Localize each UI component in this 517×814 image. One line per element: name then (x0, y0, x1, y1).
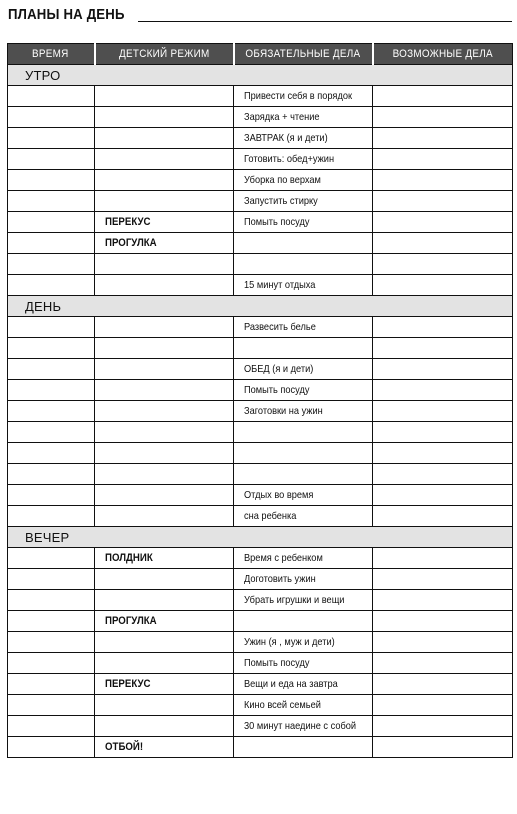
time-cell[interactable] (8, 233, 95, 254)
required-task-cell[interactable] (234, 86, 373, 107)
kid-schedule-cell[interactable] (95, 128, 234, 149)
required-task-value: Готовить: обед+ужин (244, 153, 335, 165)
required-task-cell[interactable] (234, 653, 373, 674)
required-task-cell[interactable] (234, 359, 373, 380)
time-cell[interactable] (8, 401, 95, 422)
table-row (8, 275, 513, 296)
kid-schedule-cell[interactable] (95, 716, 234, 737)
optional-task-cell[interactable] (373, 716, 513, 737)
table-row (8, 422, 513, 443)
optional-task-cell[interactable] (373, 254, 513, 275)
required-task-cell[interactable] (234, 107, 373, 128)
kid-schedule-cell[interactable] (95, 86, 234, 107)
kid-schedule-cell[interactable] (95, 485, 234, 506)
optional-task-cell[interactable] (373, 632, 513, 653)
required-task-value: Помыть посуду (244, 216, 310, 228)
kid-schedule-cell[interactable] (95, 422, 234, 443)
kid-schedule-cell[interactable] (95, 611, 234, 632)
kid-schedule-cell[interactable] (95, 464, 234, 485)
required-task-cell[interactable] (234, 506, 373, 527)
page-header (6, 2, 512, 26)
section-title: ДЕНЬ (8, 296, 513, 317)
table-row (8, 338, 513, 359)
required-task-cell[interactable] (234, 212, 373, 233)
required-task-cell[interactable] (234, 170, 373, 191)
table-row (8, 590, 513, 611)
day-plan-table (7, 43, 513, 758)
header-row (8, 44, 513, 65)
optional-task-cell[interactable] (373, 548, 513, 569)
kid-schedule-cell[interactable] (95, 632, 234, 653)
table-row (8, 443, 513, 464)
table-row (8, 716, 513, 737)
optional-task-cell[interactable] (373, 443, 513, 464)
header-required-tasks-label: ОБЯЗАТЕЛЬНЫЕ ДЕЛА (245, 48, 361, 60)
kid-schedule-cell[interactable] (95, 338, 234, 359)
required-task-cell[interactable] (234, 464, 373, 485)
kid-schedule-cell[interactable] (95, 653, 234, 674)
required-task-cell[interactable] (234, 401, 373, 422)
optional-task-cell[interactable] (373, 737, 513, 758)
time-cell[interactable] (8, 212, 95, 233)
table-row (8, 485, 513, 506)
table-row (8, 86, 513, 107)
table-row (8, 233, 513, 254)
page-title: ПЛАНЫ НА ДЕНЬ (8, 6, 125, 23)
time-cell[interactable] (8, 737, 95, 758)
required-task-cell[interactable] (234, 233, 373, 254)
required-task-cell[interactable] (234, 443, 373, 464)
optional-task-cell[interactable] (373, 506, 513, 527)
time-cell[interactable] (8, 275, 95, 296)
required-task-cell[interactable] (234, 695, 373, 716)
required-task-cell[interactable] (234, 737, 373, 758)
section-title: ВЕЧЕР (8, 527, 513, 548)
kid-schedule-cell[interactable] (95, 401, 234, 422)
required-task-value: Убрать игрушки и вещи (244, 594, 345, 606)
time-cell[interactable] (8, 695, 95, 716)
header-optional-tasks-label: ВОЗМОЖНЫЕ ДЕЛА (392, 48, 493, 60)
kid-schedule-cell[interactable] (95, 233, 234, 254)
required-task-value: Помыть посуду (244, 657, 310, 669)
optional-task-cell[interactable] (373, 695, 513, 716)
kid-schedule-value: ПЕРЕКУС (105, 216, 151, 228)
optional-task-cell[interactable] (373, 233, 513, 254)
table-row (8, 359, 513, 380)
optional-task-cell[interactable] (373, 338, 513, 359)
required-task-value: Запустить стирку (244, 195, 318, 207)
time-cell[interactable] (8, 338, 95, 359)
optional-task-cell[interactable] (373, 485, 513, 506)
required-task-value: Кино всей семьей (244, 699, 321, 711)
required-task-value: Заготовки на ужин (244, 405, 323, 417)
table-row (8, 548, 513, 569)
table-row (8, 380, 513, 401)
table-row (8, 191, 513, 212)
time-cell[interactable] (8, 317, 95, 338)
time-cell[interactable] (8, 443, 95, 464)
required-task-cell[interactable] (234, 569, 373, 590)
table-row (8, 632, 513, 653)
time-cell[interactable] (8, 86, 95, 107)
time-cell[interactable] (8, 422, 95, 443)
required-task-value: Доготовить ужин (244, 573, 316, 585)
required-task-value: 30 минут наедине с собой (244, 720, 357, 732)
optional-task-cell[interactable] (373, 590, 513, 611)
required-task-value: Время с ребенком (244, 552, 323, 564)
table-row (8, 506, 513, 527)
table-row (8, 107, 513, 128)
required-task-cell[interactable] (234, 611, 373, 632)
kid-schedule-cell[interactable] (95, 107, 234, 128)
required-task-value: Развесить белье (244, 321, 316, 333)
optional-task-cell[interactable] (373, 464, 513, 485)
time-cell[interactable] (8, 632, 95, 653)
required-task-value: Зарядка + чтение (244, 111, 320, 123)
required-task-cell[interactable] (234, 149, 373, 170)
time-cell[interactable] (8, 590, 95, 611)
table-row (8, 737, 513, 758)
kid-schedule-value: ПОЛДНИК (105, 552, 153, 564)
optional-task-cell[interactable] (373, 611, 513, 632)
required-task-cell[interactable] (234, 254, 373, 275)
kid-schedule-value: ПРОГУЛКА (105, 615, 157, 627)
optional-task-cell[interactable] (373, 422, 513, 443)
required-task-cell[interactable] (234, 485, 373, 506)
required-task-value: Отдых во время (244, 489, 314, 501)
table-row (8, 464, 513, 485)
kid-schedule-cell[interactable] (95, 443, 234, 464)
required-task-cell[interactable] (234, 317, 373, 338)
title-underline (138, 21, 512, 22)
required-task-value: Уборка по верхам (244, 174, 321, 186)
time-cell[interactable] (8, 548, 95, 569)
kid-schedule-cell[interactable] (95, 359, 234, 380)
optional-task-cell[interactable] (373, 86, 513, 107)
optional-task-cell[interactable] (373, 170, 513, 191)
optional-task-cell[interactable] (373, 275, 513, 296)
kid-schedule-cell[interactable] (95, 674, 234, 695)
kid-schedule-cell[interactable] (95, 317, 234, 338)
required-task-value: 15 минут отдыха (244, 279, 316, 291)
time-cell[interactable] (8, 128, 95, 149)
time-cell[interactable] (8, 674, 95, 695)
kid-schedule-cell[interactable] (95, 590, 234, 611)
kid-schedule-cell[interactable] (95, 506, 234, 527)
optional-task-cell[interactable] (373, 380, 513, 401)
time-cell[interactable] (8, 464, 95, 485)
table-body (8, 65, 513, 758)
kid-schedule-cell[interactable] (95, 737, 234, 758)
required-task-value: сна ребенка (244, 510, 297, 522)
table-row (8, 149, 513, 170)
required-task-cell[interactable] (234, 632, 373, 653)
table-row (8, 317, 513, 338)
required-task-cell[interactable] (234, 422, 373, 443)
table-row (8, 170, 513, 191)
time-cell[interactable] (8, 380, 95, 401)
required-task-value: Вещи и еда на завтра (244, 678, 338, 690)
optional-task-cell[interactable] (373, 191, 513, 212)
required-task-value: ОБЕД (я и дети) (244, 363, 314, 375)
required-task-cell[interactable] (234, 548, 373, 569)
kid-schedule-value: ПЕРЕКУС (105, 678, 151, 690)
section-row (8, 527, 513, 548)
kid-schedule-cell[interactable] (95, 380, 234, 401)
time-cell[interactable] (8, 716, 95, 737)
section-row (8, 65, 513, 86)
table-row (8, 254, 513, 275)
optional-task-cell[interactable] (373, 674, 513, 695)
required-task-value: Помыть посуду (244, 384, 310, 396)
required-task-cell[interactable] (234, 716, 373, 737)
required-task-value: ЗАВТРАК (я и дети) (244, 132, 328, 144)
header-required-tasks (234, 44, 373, 65)
header-time-label: ВРЕМЯ (32, 48, 70, 60)
time-cell[interactable] (8, 191, 95, 212)
header-kid-schedule-label: ДЕТСКИЙ РЕЖИМ (118, 48, 210, 60)
required-task-cell[interactable] (234, 338, 373, 359)
kid-schedule-cell[interactable] (95, 695, 234, 716)
optional-task-cell[interactable] (373, 212, 513, 233)
time-cell[interactable] (8, 485, 95, 506)
required-task-value: Ужин (я , муж и дети) (244, 636, 335, 648)
table-row (8, 128, 513, 149)
time-cell[interactable] (8, 254, 95, 275)
kid-schedule-cell[interactable] (95, 212, 234, 233)
time-cell[interactable] (8, 653, 95, 674)
table-header (8, 44, 513, 65)
header-kid-schedule (95, 44, 234, 65)
header-time (8, 44, 95, 65)
optional-task-cell[interactable] (373, 317, 513, 338)
time-cell[interactable] (8, 359, 95, 380)
header-optional-tasks (373, 44, 513, 65)
table-row (8, 569, 513, 590)
optional-task-cell[interactable] (373, 653, 513, 674)
optional-task-cell[interactable] (373, 569, 513, 590)
optional-task-cell[interactable] (373, 401, 513, 422)
required-task-value: Привести себя в порядок (244, 90, 353, 102)
section-row (8, 296, 513, 317)
table-row (8, 674, 513, 695)
required-task-cell[interactable] (234, 674, 373, 695)
time-cell[interactable] (8, 170, 95, 191)
optional-task-cell[interactable] (373, 359, 513, 380)
required-task-cell[interactable] (234, 380, 373, 401)
required-task-cell[interactable] (234, 191, 373, 212)
required-task-cell[interactable] (234, 128, 373, 149)
kid-schedule-cell[interactable] (95, 170, 234, 191)
kid-schedule-value: ОТБОЙ! (105, 741, 144, 753)
time-cell[interactable] (8, 611, 95, 632)
kid-schedule-cell[interactable] (95, 191, 234, 212)
kid-schedule-cell[interactable] (95, 149, 234, 170)
table-row (8, 695, 513, 716)
table-row (8, 653, 513, 674)
section-title: УТРО (8, 65, 513, 86)
time-cell[interactable] (8, 149, 95, 170)
time-cell[interactable] (8, 569, 95, 590)
required-task-cell[interactable] (234, 275, 373, 296)
kid-schedule-cell[interactable] (95, 275, 234, 296)
required-task-cell[interactable] (234, 590, 373, 611)
table-row (8, 212, 513, 233)
kid-schedule-cell[interactable] (95, 569, 234, 590)
kid-schedule-cell[interactable] (95, 254, 234, 275)
kid-schedule-value: ПРОГУЛКА (105, 237, 157, 249)
kid-schedule-cell[interactable] (95, 548, 234, 569)
time-cell[interactable] (8, 107, 95, 128)
optional-task-cell[interactable] (373, 128, 513, 149)
optional-task-cell[interactable] (373, 107, 513, 128)
optional-task-cell[interactable] (373, 149, 513, 170)
table-row (8, 401, 513, 422)
table-row (8, 611, 513, 632)
time-cell[interactable] (8, 506, 95, 527)
